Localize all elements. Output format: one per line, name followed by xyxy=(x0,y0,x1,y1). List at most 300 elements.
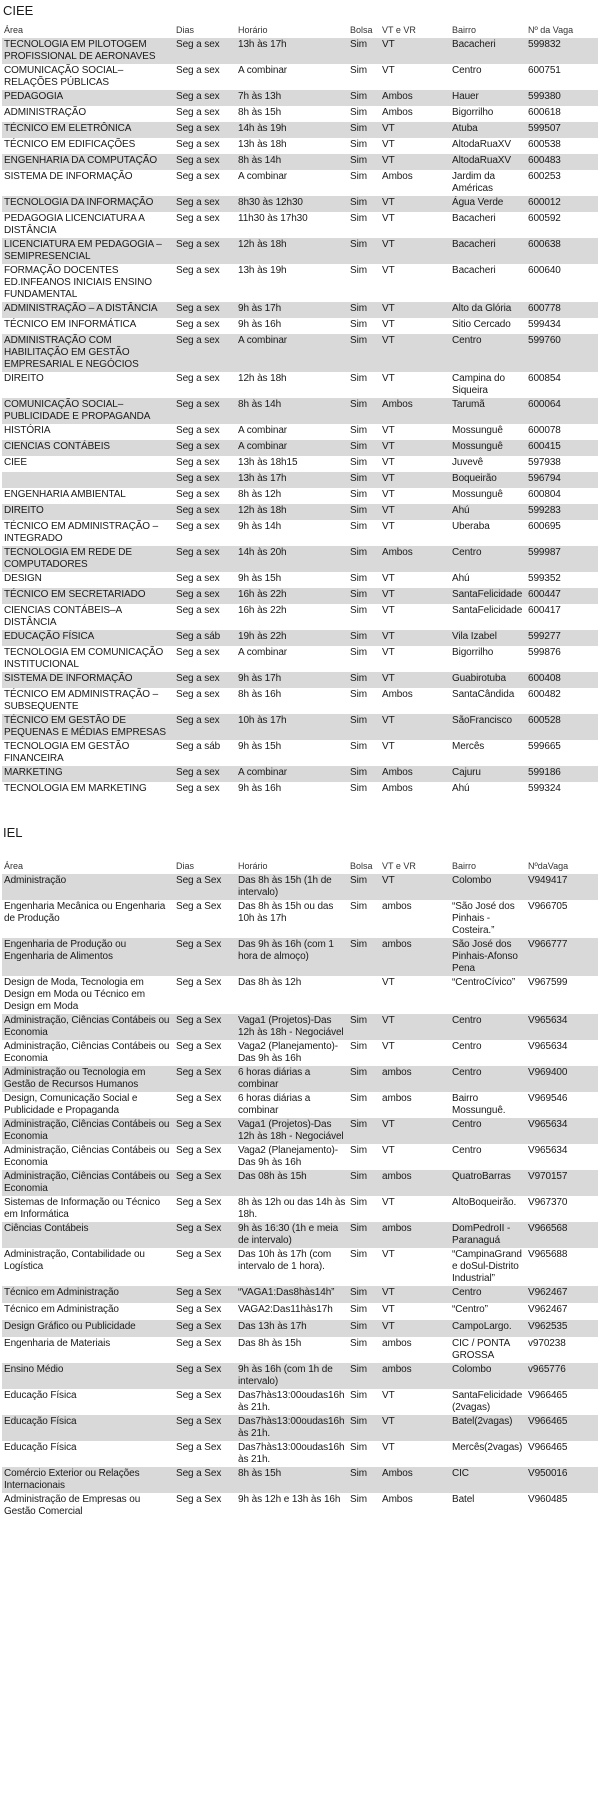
cell-area: HISTÓRIA xyxy=(2,424,174,440)
cell-horario: 8h às 14h xyxy=(236,398,348,424)
cell-horario: 8h às 14h xyxy=(236,154,348,170)
cell-vt-vr: VT xyxy=(380,1415,450,1441)
cell-area: Engenharia de Materiais xyxy=(2,1337,174,1363)
cell-dias: Seg a sáb xyxy=(174,630,236,646)
cell-area: Ciências Contábeis xyxy=(2,1222,174,1248)
cell-bolsa: Sim xyxy=(348,122,380,138)
table-row xyxy=(2,456,598,472)
cell-vt-vr: Ambos xyxy=(380,1493,450,1519)
cell-vt-vr: VT xyxy=(380,714,450,740)
cell-bairro: Batel(2vagas) xyxy=(450,1415,526,1441)
cell-horario: Vaga2 (Planejamento)- Das 9h às 16h xyxy=(236,1040,348,1066)
cell-dias: Seg a Sex xyxy=(174,1222,236,1248)
cell-area: TECNOLOGIA DA INFORMAÇÃO xyxy=(2,196,174,212)
cell-bairro: Campina do Siqueira xyxy=(450,372,526,398)
cell-dias: Seg a Sex xyxy=(174,874,236,900)
cell-vaga: 600751 xyxy=(526,64,598,90)
table-row xyxy=(2,488,598,504)
ciee-header-bairro: Bairro xyxy=(452,25,477,35)
table-row xyxy=(2,212,598,238)
cell-vt-vr: Ambos xyxy=(380,106,450,122)
cell-area: TÉCNICO EM GESTÃO DE PEQUENAS E MÉDIAS EMPRESAS xyxy=(2,714,174,740)
cell-dias: Seg a sex xyxy=(174,766,236,782)
cell-bolsa: Sim xyxy=(348,1222,380,1248)
ciee-header-dias: Dias xyxy=(176,25,195,35)
cell-bolsa: Sim xyxy=(348,1441,380,1467)
cell-vt-vr: VT xyxy=(380,504,450,520)
cell-bolsa: Sim xyxy=(348,264,380,302)
cell-vt-vr: ambos xyxy=(380,938,450,976)
cell-vaga: 600482 xyxy=(526,688,598,714)
cell-horario: Vaga1 (Projetos)-Das 12h às 18h - Negociável xyxy=(236,1118,348,1144)
cell-horario: 13h às 17h xyxy=(236,38,348,64)
cell-vaga: 600447 xyxy=(526,588,598,604)
table-row xyxy=(2,138,598,154)
cell-horario: Das 8h às 15h xyxy=(236,1337,348,1363)
cell-vt-vr: ambos xyxy=(380,1092,450,1118)
table-row xyxy=(2,504,598,520)
cell-vt-vr: VT xyxy=(380,1441,450,1467)
cell-area: SISTEMA DE INFORMAÇÃO xyxy=(2,170,174,196)
cell-vaga: 599324 xyxy=(526,782,598,798)
cell-bairro: Colombo xyxy=(450,1363,526,1389)
iel-header-row xyxy=(2,858,598,874)
cell-bairro: Bairro Mossunguê. xyxy=(450,1092,526,1118)
cell-bairro: DomPedroII - Paranaguá xyxy=(450,1222,526,1248)
cell-area: Engenharia de Produção ou Engenharia de Alimentos xyxy=(2,938,174,976)
ciee-header-vt-vr: VT e VR xyxy=(382,25,416,35)
table-row xyxy=(2,630,598,646)
table-row xyxy=(2,1066,598,1092)
cell-area: Educação Física xyxy=(2,1415,174,1441)
cell-vt-vr: VT xyxy=(380,334,450,372)
cell-bolsa: Sim xyxy=(348,372,380,398)
cell-vt-vr: Ambos xyxy=(380,688,450,714)
cell-vt-vr: Ambos xyxy=(380,398,450,424)
ciee-header-area: Área xyxy=(4,25,24,35)
table-row xyxy=(2,170,598,196)
cell-vaga: 599832 xyxy=(526,38,598,64)
cell-area: TECNOLOGIA EM REDE DE COMPUTADORES xyxy=(2,546,174,572)
table-row xyxy=(2,604,598,630)
cell-vaga: V967599 xyxy=(526,976,598,1014)
cell-vt-vr: VT xyxy=(380,740,450,766)
cell-bairro: Sitio Cercado xyxy=(450,318,526,334)
cell-dias: Seg a Sex xyxy=(174,1337,236,1363)
cell-area: CIEE xyxy=(2,456,174,472)
cell-dias: Seg a sex xyxy=(174,456,236,472)
cell-vaga: V962467 xyxy=(526,1303,598,1320)
cell-vt-vr: VT xyxy=(380,472,450,488)
cell-horario: 8h às 15h xyxy=(236,1467,348,1493)
cell-dias: Seg a Sex xyxy=(174,1144,236,1170)
cell-vt-vr: VT xyxy=(380,874,450,900)
cell-area: COMUNICAÇÃO SOCIAL–RELAÇÕES PÚBLICAS xyxy=(2,64,174,90)
cell-vt-vr: VT xyxy=(380,424,450,440)
table-row xyxy=(2,1014,598,1040)
cell-horario: A combinar xyxy=(236,440,348,456)
cell-dias: Seg a sex xyxy=(174,318,236,334)
table-row xyxy=(2,472,598,488)
cell-bairro: Guabirotuba xyxy=(450,672,526,688)
cell-bairro: Bacacheri xyxy=(450,264,526,302)
cell-dias: Seg a sex xyxy=(174,170,236,196)
cell-bairro: Atuba xyxy=(450,122,526,138)
cell-dias: Seg a Sex xyxy=(174,1248,236,1286)
cell-area: Administração de Empresas ou Gestão Comercial xyxy=(2,1493,174,1519)
table-row xyxy=(2,1118,598,1144)
cell-vaga: V966777 xyxy=(526,938,598,976)
cell-area: PEDAGOGIA xyxy=(2,90,174,106)
cell-bairro: Cajuru xyxy=(450,766,526,782)
cell-bolsa: Sim xyxy=(348,1303,380,1320)
cell-bairro: SantaFelicidade xyxy=(450,604,526,630)
ciee-header-row xyxy=(2,22,598,38)
ciee-title: CIEE xyxy=(3,3,34,18)
cell-dias: Seg a Sex xyxy=(174,1441,236,1467)
cell-dias: Seg a sex xyxy=(174,90,236,106)
cell-bolsa: Sim xyxy=(348,472,380,488)
cell-vaga: 600640 xyxy=(526,264,598,302)
cell-horario: 8h30 às 12h30 xyxy=(236,196,348,212)
table-row xyxy=(2,520,598,546)
cell-bolsa: Sim xyxy=(348,572,380,588)
cell-area: Engenharia Mecânica ou Engenharia de Produção xyxy=(2,900,174,938)
cell-dias: Seg a sex xyxy=(174,440,236,456)
cell-area: TÉCNICO EM INFORMÁTICA xyxy=(2,318,174,334)
cell-dias: Seg a sex xyxy=(174,398,236,424)
cell-bairro: Bacacheri xyxy=(450,38,526,64)
cell-bairro: CIC xyxy=(450,1467,526,1493)
cell-bolsa: Sim xyxy=(348,138,380,154)
cell-vt-vr: VT xyxy=(380,588,450,604)
cell-dias: Seg a sex xyxy=(174,424,236,440)
cell-bolsa: Sim xyxy=(348,588,380,604)
cell-dias: Seg a sex xyxy=(174,372,236,398)
cell-vaga: V966465 xyxy=(526,1441,598,1467)
cell-dias: Seg a Sex xyxy=(174,1320,236,1337)
cell-vt-vr: VT xyxy=(380,1014,450,1040)
cell-bolsa: Sim xyxy=(348,938,380,976)
table-row xyxy=(2,440,598,456)
table-row xyxy=(2,714,598,740)
cell-area: Administração xyxy=(2,874,174,900)
cell-area: FORMAÇÃO DOCENTES ED.INFEANOS INICIAIS ENSINO FUNDAMENTAL xyxy=(2,264,174,302)
cell-bolsa: Sim xyxy=(348,1118,380,1144)
cell-horario: 14h às 19h xyxy=(236,122,348,138)
iel-header-vt-vr: VT e VR xyxy=(382,861,416,871)
cell-vaga: 596794 xyxy=(526,472,598,488)
cell-horario: A combinar xyxy=(236,64,348,90)
cell-dias: Seg a sex xyxy=(174,64,236,90)
cell-bairro: Água Verde xyxy=(450,196,526,212)
table-row xyxy=(2,38,598,64)
cell-bolsa: Sim xyxy=(348,766,380,782)
cell-horario: “VAGA1:Das8hàs14h” xyxy=(236,1286,348,1303)
cell-vt-vr: VT xyxy=(380,318,450,334)
cell-horario: 12h às 18h xyxy=(236,238,348,264)
table-row xyxy=(2,1493,598,1519)
cell-area: Administração ou Tecnologia em Gestão de Recursos Humanos xyxy=(2,1066,174,1092)
cell-vaga: V949417 xyxy=(526,874,598,900)
cell-bolsa: Sim xyxy=(348,688,380,714)
cell-vt-vr: Ambos xyxy=(380,1467,450,1493)
cell-horario: Das 8h às 12h xyxy=(236,976,348,1014)
cell-bolsa: Sim xyxy=(348,630,380,646)
cell-vt-vr: VT xyxy=(380,238,450,264)
cell-vaga: 599352 xyxy=(526,572,598,588)
cell-bolsa: Sim xyxy=(348,212,380,238)
cell-dias: Seg a Sex xyxy=(174,1389,236,1415)
cell-dias: Seg a sex xyxy=(174,782,236,798)
cell-area: TÉCNICO EM ADMINISTRAÇÃO – SUBSEQUENTE xyxy=(2,688,174,714)
cell-area: DIREITO xyxy=(2,372,174,398)
cell-dias: Seg a sex xyxy=(174,238,236,264)
cell-vaga: 600854 xyxy=(526,372,598,398)
cell-bolsa: Sim xyxy=(348,440,380,456)
cell-vaga: 600012 xyxy=(526,196,598,212)
ciee-table-body xyxy=(2,38,598,798)
cell-vt-vr: Ambos xyxy=(380,546,450,572)
cell-bairro: Batel xyxy=(450,1493,526,1519)
cell-dias: Seg a sex xyxy=(174,302,236,318)
cell-bolsa: Sim xyxy=(348,196,380,212)
cell-area: DESIGN xyxy=(2,572,174,588)
cell-dias: Seg a sex xyxy=(174,472,236,488)
cell-area: MARKETING xyxy=(2,766,174,782)
cell-bairro: Mossunguê xyxy=(450,424,526,440)
cell-vaga: V966705 xyxy=(526,900,598,938)
table-row xyxy=(2,398,598,424)
cell-horario: 9h às 16h xyxy=(236,318,348,334)
cell-dias: Seg a sex xyxy=(174,122,236,138)
cell-area: TECNOLOGIA EM MARKETING xyxy=(2,782,174,798)
table-row xyxy=(2,318,598,334)
cell-bolsa xyxy=(348,976,380,1014)
cell-vt-vr: VT xyxy=(380,212,450,238)
table-row xyxy=(2,1248,598,1286)
cell-horario: 13h às 18h xyxy=(236,138,348,154)
cell-bairro: Centro xyxy=(450,64,526,90)
table-row xyxy=(2,196,598,212)
cell-bairro: Centro xyxy=(450,546,526,572)
cell-bairro: Uberaba xyxy=(450,520,526,546)
cell-vt-vr: VT xyxy=(380,1389,450,1415)
table-row xyxy=(2,1303,598,1320)
cell-dias: Seg a Sex xyxy=(174,1040,236,1066)
cell-vaga: V966465 xyxy=(526,1415,598,1441)
cell-area: TECNOLOGIA EM COMUNICAÇÃO INSTITUCIONAL xyxy=(2,646,174,672)
cell-bairro: “Centro” xyxy=(450,1303,526,1320)
cell-bolsa: Sim xyxy=(348,1014,380,1040)
table-row xyxy=(2,1222,598,1248)
cell-dias: Seg a sex xyxy=(174,520,236,546)
cell-area: TÉCNICO EM ELETRÔNICA xyxy=(2,122,174,138)
cell-dias: Seg a sex xyxy=(174,38,236,64)
cell-dias: Seg a sex xyxy=(174,504,236,520)
cell-dias: Seg a sex xyxy=(174,604,236,630)
cell-vt-vr: VT xyxy=(380,1303,450,1320)
cell-vt-vr: VT xyxy=(380,1118,450,1144)
cell-vaga: 600417 xyxy=(526,604,598,630)
cell-dias: Seg a Sex xyxy=(174,1467,236,1493)
cell-dias: Seg a sex xyxy=(174,646,236,672)
cell-horario: 9h às 12h e 13h às 16h xyxy=(236,1493,348,1519)
table-row xyxy=(2,154,598,170)
cell-area: Ensino Médio xyxy=(2,1363,174,1389)
cell-bolsa: Sim xyxy=(348,238,380,264)
cell-area: Design, Comunicação Social e Publicidade e Propaganda xyxy=(2,1092,174,1118)
cell-dias: Seg a Sex xyxy=(174,1066,236,1092)
cell-horario: 9h às 14h xyxy=(236,520,348,546)
cell-vaga: 600695 xyxy=(526,520,598,546)
cell-bairro: SantaCândida xyxy=(450,688,526,714)
cell-area: Administração, Contabilidade ou Logística xyxy=(2,1248,174,1286)
table-row xyxy=(2,122,598,138)
cell-vt-vr: VT xyxy=(380,154,450,170)
cell-horario: 6 horas diárias a combinar xyxy=(236,1092,348,1118)
cell-horario: Das 8h às 15h (1h de intervalo) xyxy=(236,874,348,900)
cell-vt-vr: VT xyxy=(380,604,450,630)
cell-horario: Das7hàs13:00oudas16h às 21h. xyxy=(236,1415,348,1441)
table-row xyxy=(2,334,598,372)
cell-dias: Seg a Sex xyxy=(174,1118,236,1144)
table-row xyxy=(2,302,598,318)
cell-vt-vr: VT xyxy=(380,264,450,302)
cell-dias: Seg a sex xyxy=(174,546,236,572)
table-row xyxy=(2,782,598,798)
table-row xyxy=(2,424,598,440)
cell-bairro: “São José dos Pinhais - Costeira.” xyxy=(450,900,526,938)
cell-bairro: Vila Izabel xyxy=(450,630,526,646)
cell-vt-vr: VT xyxy=(380,1320,450,1337)
cell-bolsa: Sim xyxy=(348,64,380,90)
cell-dias: Seg a sex xyxy=(174,488,236,504)
cell-bairro: CIC / PONTA GROSSA xyxy=(450,1337,526,1363)
cell-bolsa: Sim xyxy=(348,1363,380,1389)
cell-bairro: São José dos Pinhais-Afonso Pena xyxy=(450,938,526,976)
cell-dias: Seg a Sex xyxy=(174,1363,236,1389)
cell-bairro: Mossunguê xyxy=(450,440,526,456)
cell-vaga: 599186 xyxy=(526,766,598,782)
cell-bolsa: Sim xyxy=(348,488,380,504)
cell-area: CIENCIAS CONTÁBEIS xyxy=(2,440,174,456)
cell-vt-vr: VT xyxy=(380,138,450,154)
cell-horario: 9h às 16:30 (1h e meia de intervalo) xyxy=(236,1222,348,1248)
cell-bairro: Centro xyxy=(450,1014,526,1040)
cell-vaga: V965634 xyxy=(526,1144,598,1170)
cell-bairro: AltoBoqueirão. xyxy=(450,1196,526,1222)
cell-bairro: Juvevê xyxy=(450,456,526,472)
cell-area: CIENCIAS CONTÁBEIS–A DISTÂNCIA xyxy=(2,604,174,630)
cell-vaga: 599380 xyxy=(526,90,598,106)
table-row xyxy=(2,1415,598,1441)
cell-bolsa: Sim xyxy=(348,1286,380,1303)
cell-bairro: AltodaRuaXV xyxy=(450,138,526,154)
cell-area: ADMINISTRAÇÃO – A DISTÂNCIA xyxy=(2,302,174,318)
cell-horario: 8h às 12h xyxy=(236,488,348,504)
cell-bolsa: Sim xyxy=(348,38,380,64)
cell-bairro: Ahú xyxy=(450,504,526,520)
cell-vt-vr: VT xyxy=(380,1040,450,1066)
cell-dias: Seg a Sex xyxy=(174,900,236,938)
cell-bolsa: Sim xyxy=(348,1248,380,1286)
cell-vt-vr: ambos xyxy=(380,1337,450,1363)
cell-bairro: SantaFelicidade (2vagas) xyxy=(450,1389,526,1415)
table-row xyxy=(2,1170,598,1196)
cell-horario: 12h às 18h xyxy=(236,504,348,520)
cell-vt-vr: Ambos xyxy=(380,90,450,106)
cell-vaga: v970238 xyxy=(526,1337,598,1363)
cell-area: Técnico em Administração xyxy=(2,1303,174,1320)
cell-area: TÉCNICO EM ADMINISTRAÇÃO – INTEGRADO xyxy=(2,520,174,546)
cell-vaga: 600538 xyxy=(526,138,598,154)
ciee-section xyxy=(0,0,600,798)
cell-horario: Das7hàs13:00oudas16h às 21h. xyxy=(236,1389,348,1415)
cell-vaga: V967370 xyxy=(526,1196,598,1222)
table-row xyxy=(2,1196,598,1222)
cell-vt-vr: Ambos xyxy=(380,782,450,798)
cell-vaga: 600253 xyxy=(526,170,598,196)
cell-bolsa: Sim xyxy=(348,1196,380,1222)
cell-bairro: Jardim da Américas xyxy=(450,170,526,196)
table-row xyxy=(2,874,598,900)
cell-horario: Das7hàs13:00oudas16h às 21h. xyxy=(236,1441,348,1467)
cell-vaga: V965634 xyxy=(526,1040,598,1066)
cell-bairro: Bigorrilho xyxy=(450,646,526,672)
cell-bolsa: Sim xyxy=(348,740,380,766)
cell-bairro: Colombo xyxy=(450,874,526,900)
iel-header-vaga: NºdaVaga xyxy=(528,861,569,871)
ciee-header-bolsa: Bolsa xyxy=(350,25,373,35)
cell-vaga: V962535 xyxy=(526,1320,598,1337)
cell-bairro: “CentroCívico” xyxy=(450,976,526,1014)
cell-bolsa: Sim xyxy=(348,1337,380,1363)
cell-horario: A combinar xyxy=(236,334,348,372)
cell-horario: 16h às 22h xyxy=(236,604,348,630)
cell-horario: 11h30 às 17h30 xyxy=(236,212,348,238)
cell-dias: Seg a Sex xyxy=(174,1014,236,1040)
cell-vaga: 600078 xyxy=(526,424,598,440)
cell-vaga: 599760 xyxy=(526,334,598,372)
cell-bolsa: Sim xyxy=(348,782,380,798)
iel-table xyxy=(2,858,598,1519)
cell-vt-vr: VT xyxy=(380,976,450,1014)
cell-vaga: 600618 xyxy=(526,106,598,122)
cell-vaga: V965634 xyxy=(526,1118,598,1144)
iel-section xyxy=(0,822,600,1519)
cell-dias: Seg a sex xyxy=(174,106,236,122)
cell-vt-vr: Ambos xyxy=(380,170,450,196)
cell-horario: Das 08h às 15h xyxy=(236,1170,348,1196)
cell-horario: Vaga2 (Planejamento)- Das 9h às 16h xyxy=(236,1144,348,1170)
cell-vt-vr: VT xyxy=(380,1196,450,1222)
cell-bolsa: Sim xyxy=(348,1040,380,1066)
cell-vt-vr: ambos xyxy=(380,1066,450,1092)
cell-vt-vr: VT xyxy=(380,38,450,64)
cell-horario: VAGA2:Das11hàs17h xyxy=(236,1303,348,1320)
cell-bolsa: Sim xyxy=(348,604,380,630)
cell-vaga: v965776 xyxy=(526,1363,598,1389)
table-row xyxy=(2,572,598,588)
cell-vaga: V965634 xyxy=(526,1014,598,1040)
cell-bairro: Hauer xyxy=(450,90,526,106)
cell-bairro: Centro xyxy=(450,1286,526,1303)
cell-area: DIREITO xyxy=(2,504,174,520)
cell-horario: 9h às 17h xyxy=(236,302,348,318)
table-row xyxy=(2,1467,598,1493)
table-row xyxy=(2,372,598,398)
